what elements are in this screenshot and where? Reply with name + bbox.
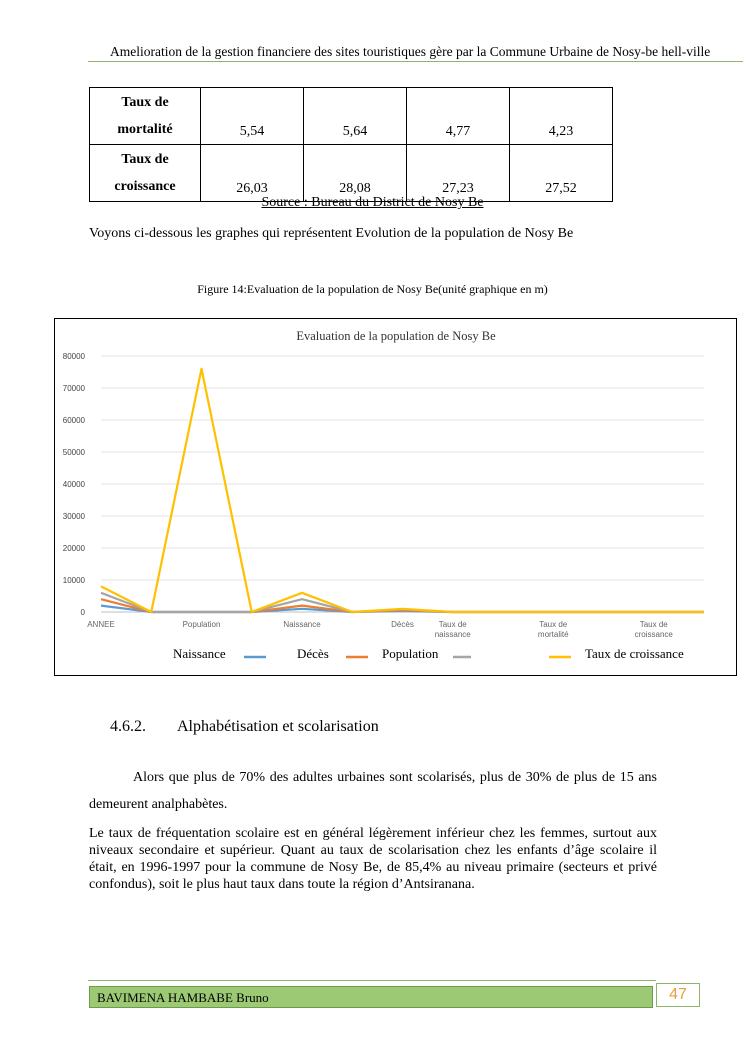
y-tick-label: 20000 — [62, 544, 85, 553]
table-cell: 5,54 — [201, 88, 304, 145]
chart-title: Evaluation de la population de Nosy Be — [296, 329, 496, 343]
row-label: Taux de croissance — [90, 145, 201, 202]
section-heading: 4.6.2. Alphabétisation et scolarisation — [110, 718, 379, 735]
table-cell: 27,52 — [510, 145, 613, 202]
x-tick-label: Naissance — [283, 620, 321, 629]
legend-label: Population — [382, 646, 439, 661]
paragraph-literacy: Alors que plus de 70% des adultes urbaines sont scolarisés, plus de 30% de plus de 15 ans demeurent analphabètes. — [89, 770, 657, 812]
table-cell: 4,23 — [510, 88, 613, 145]
table-cell: 5,64 — [304, 88, 407, 145]
table-cell: 26,03 — [201, 145, 304, 202]
y-tick-label: 80000 — [62, 352, 85, 361]
table-cell: 28,08 — [304, 145, 407, 202]
statistics-table — [89, 87, 613, 202]
y-tick-label: 0 — [80, 608, 85, 617]
figure-caption: Figure 14:Evaluation de la population de Nosy Be(unité graphique en m) — [197, 282, 548, 296]
header-divider — [88, 61, 743, 62]
legend-label: Taux de croissance — [585, 646, 684, 661]
series-lines — [101, 369, 704, 612]
y-tick-label: 30000 — [62, 512, 85, 521]
y-axis — [63, 352, 86, 617]
paragraph-schooling: Le taux de fréquentation scolaire est en général légèrement inférieur chez les femmes, surtout aux niveaux secondaire et supérieur. Quant au taux de scolarisation chez les enfants d’âge scolaire il était, en 1996-1997 pour la commune de Nosy Be, de 85,4% au niveau primaire (secteurs et privé confondus), soit le plus haut taux dans toute la région d’Antsiranana. — [89, 826, 657, 892]
y-tick-label: 70000 — [62, 384, 85, 393]
series-line-taux-de-croissance — [101, 369, 704, 612]
table-row — [90, 145, 613, 202]
x-tick-label: naissance — [434, 630, 471, 639]
table-cell: 27,23 — [407, 145, 510, 202]
y-tick-label: 60000 — [62, 416, 85, 425]
gridlines — [101, 356, 704, 612]
table-cell: 4,77 — [407, 88, 510, 145]
x-tick-label: Décès — [391, 620, 414, 629]
row-label: Taux de mortalité — [90, 88, 201, 145]
x-tick-label: croissance — [634, 630, 673, 639]
legend-label: Décès — [297, 646, 329, 661]
table-source: Source : Bureau du District de Nosy Be — [261, 195, 484, 210]
x-tick-label: Population — [182, 620, 221, 629]
page-number: 47 — [656, 983, 700, 1007]
chart-frame — [54, 318, 737, 676]
x-tick-label: Taux de — [539, 620, 568, 629]
y-tick-label: 10000 — [62, 576, 85, 585]
intro-paragraph: Voyons ci-dessous les graphes qui représentent Evolution de la population de Nosy Be — [89, 226, 574, 241]
line-chart — [55, 319, 736, 675]
footer-divider — [88, 980, 656, 981]
x-axis — [87, 620, 673, 639]
table-row — [90, 88, 613, 145]
y-tick-label: 50000 — [62, 448, 85, 457]
running-header: Amelioration de la gestion financiere des sites touristiques gère par la Commune Urbaine de Nosy-be hell-ville — [110, 44, 711, 59]
legend — [173, 646, 684, 661]
x-tick-label: mortalité — [537, 630, 569, 639]
x-tick-label: Taux de — [438, 620, 467, 629]
x-tick-label: ANNEE — [87, 620, 115, 629]
y-tick-label: 40000 — [62, 480, 85, 489]
footer-author: BAVIMENA HAMBABE Bruno — [97, 990, 269, 1005]
legend-label: Naissance — [173, 646, 226, 661]
x-tick-label: Taux de — [639, 620, 668, 629]
